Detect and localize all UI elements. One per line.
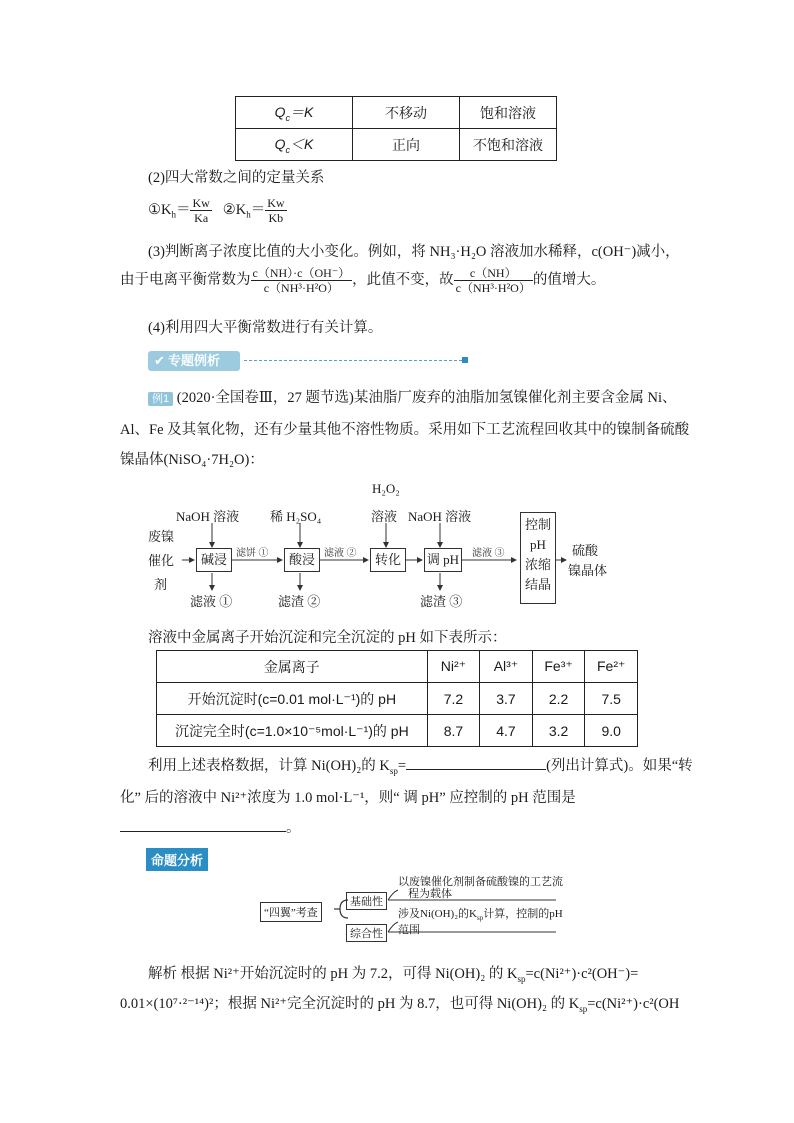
- start-material-line-2: 催化: [148, 553, 175, 568]
- box-line: 结晶: [524, 577, 551, 592]
- table-cell: 3.2: [532, 715, 585, 747]
- table-cell: 7.2: [427, 683, 480, 715]
- table-cell: 9.0: [585, 715, 638, 747]
- analysis-mind-map: [260, 876, 563, 942]
- table-row: [157, 683, 638, 715]
- line-text: 由于电离平衡常数为: [120, 271, 251, 288]
- table-cell: 不移动: [353, 97, 460, 129]
- table-cell: 8.7: [427, 715, 480, 747]
- section-3-line-1: (3)判断离子浓度比值的大小变化。例如，将 NH₃·H₂O 溶液加水稀释，c(OH⁻)减小，: [148, 244, 680, 260]
- formula-1-fraction: [190, 196, 211, 225]
- question-line-3: [120, 816, 301, 837]
- formula-2-prefix: ②K: [222, 201, 247, 218]
- waste-1: 滤液 ①: [190, 594, 233, 609]
- section-3-line-2: [120, 266, 605, 295]
- reagent-h2so4: 稀 H₂SO₄: [270, 509, 322, 524]
- line-text: (列出计算式)。如果“转: [546, 758, 693, 774]
- subscript: sp: [389, 765, 398, 776]
- table-row: [157, 715, 638, 747]
- line-text: 的值增大。: [532, 271, 606, 288]
- waste-3: 滤渣 ③: [420, 594, 463, 609]
- section-4: (4)利用四大平衡常数进行有关计算。: [148, 320, 383, 336]
- section-2-title: (2)四大常数之间的定量关系: [148, 170, 325, 186]
- subscript: sp: [579, 1003, 588, 1014]
- table-cell: 4.7: [480, 715, 533, 747]
- start-material-line-3: 剂: [154, 577, 168, 592]
- formula-1-sub: h: [171, 209, 176, 220]
- line-text: ，此值不变，故: [352, 271, 454, 288]
- fraction-den: c（NH³·H²O）: [263, 281, 339, 295]
- table-cell: 不饱和溶液: [460, 129, 557, 161]
- table-cell: 开始沉淀时(c=0.01 mol·L⁻¹)的 pH: [157, 683, 428, 715]
- waste-2: 滤渣 ②: [278, 594, 321, 609]
- line-text: (2020·全国卷Ⅲ，27 题节选)某油脂厂废弃的油脂加氢镍催化剂主要含金属 Ni、: [176, 390, 677, 406]
- equilibrium-table: [235, 96, 557, 161]
- header-cell: 金属离子: [157, 651, 428, 683]
- banner-square-icon: [462, 357, 468, 363]
- basic-text-line: 程为载体: [408, 888, 452, 900]
- line-text: 涉及Ni(OH)₂的K: [398, 908, 477, 920]
- formula-1-num: Kw: [192, 196, 210, 210]
- ionization-constant-fraction: [251, 266, 353, 295]
- table-row: [236, 97, 557, 129]
- line-text: 解析 根据 Ni²⁺开始沉淀时的 pH 为 7.2，可得 Ni(OH)₂ 的 K: [148, 966, 518, 982]
- solution-line-2: [120, 992, 679, 1014]
- formula-2-fraction: [265, 196, 286, 225]
- example-line-2: Al、Fe 及其氧化物，还有少量其他不溶性物质。采用如下工艺流程回收其中的镍制备硫酸: [120, 422, 690, 438]
- table-cell: 7.5: [585, 683, 638, 715]
- ph-table-intro: 溶液中金属离子开始沉淀和完全沉淀的 pH 如下表所示：: [148, 630, 507, 646]
- line-text: 利用上述表格数据，计算 Ni(OH)₂的 K: [148, 758, 390, 774]
- basic-text: [398, 876, 563, 900]
- example-line-3: 镍晶体(NiSO₄·7H₂O)：: [120, 452, 264, 468]
- table-cell: 饱和溶液: [460, 97, 557, 129]
- question-line-2: 化” 后的溶液中 Ni²⁺浓度为 1.0 mol·L⁻¹，则“ 调 pH” 应控制的 pH 范围是: [120, 790, 576, 806]
- question-line-1: [148, 754, 693, 776]
- mind-map-root: “四翼”考查: [260, 902, 322, 922]
- mind-map-branch-basic: 基础性: [346, 892, 387, 910]
- section-banner: [148, 350, 468, 372]
- table-row: [236, 129, 557, 161]
- line-text: =c(Ni²⁺)·c²(OH⁻)=: [525, 966, 639, 982]
- table-cell: 2.2: [532, 683, 585, 715]
- formula-2-sub: h: [246, 209, 251, 220]
- formula-2-num: Kw: [267, 196, 285, 210]
- analysis-heading: 命题分析: [146, 848, 208, 871]
- banner-label: [148, 351, 240, 371]
- line-text: =c(Ni²⁺)·c²(OH: [587, 996, 680, 1012]
- step-conversion: 转化: [370, 548, 406, 572]
- answer-blank-2[interactable]: [120, 817, 286, 832]
- line-text: =: [397, 758, 407, 774]
- ratio-fraction: [454, 266, 533, 295]
- subscript: sp: [477, 914, 484, 923]
- arrow-label-3: 滤液 ③: [472, 548, 505, 559]
- box-line: 浓缩: [524, 557, 551, 572]
- arrow-label-1: 滤饼 ①: [236, 548, 269, 559]
- banner-dashed-line: [244, 360, 462, 361]
- table-cell: 正向: [353, 129, 460, 161]
- box-line: pH: [530, 537, 546, 552]
- mind-map-branch-comprehensive: 综合性: [346, 924, 387, 942]
- step-alkali-leach: 碱浸: [196, 548, 232, 572]
- header-cell: Fe²⁺: [585, 651, 638, 683]
- formula-2-den: Kb: [268, 211, 284, 225]
- comprehensive-text-line: 范围: [398, 924, 420, 937]
- solution-line-1: [148, 962, 638, 984]
- header-cell: Al³⁺: [480, 651, 533, 683]
- basic-text-line: 以废镍催化剂制备硫酸镍的工艺流: [398, 876, 563, 888]
- banner-text: 专题例析: [168, 353, 221, 368]
- formula-1-den: Ka: [194, 211, 209, 225]
- checkmark-icon: ✔: [154, 353, 165, 368]
- reagent-naoh-2: NaOH 溶液: [408, 509, 472, 524]
- table-cell: 3.7: [480, 683, 533, 715]
- step-crystallize: [520, 512, 556, 604]
- ph-table: [156, 650, 638, 747]
- arrow-label-2: 滤液 ②: [324, 548, 357, 559]
- step-adjust-ph: 调 pH: [424, 548, 462, 572]
- condition-cell: $Q_c=K$: [236, 97, 353, 129]
- comprehensive-text: [398, 908, 563, 936]
- fraction-den: c（NH³·H²O）: [455, 281, 531, 295]
- answer-blank-1[interactable]: [406, 755, 546, 770]
- header-cell: Fe³⁺: [532, 651, 585, 683]
- condition-cell: $Q_c<K$: [236, 129, 353, 161]
- section-2-formulas: $①K_h=$ $\frac{Kw}{Ka}$ $②K_h=$ $\frac{Kw}{Kb}$: [148, 196, 285, 225]
- comprehensive-text-line: [398, 908, 563, 924]
- table-header-row: [157, 651, 638, 683]
- example-line-1: [148, 386, 676, 407]
- line-text: 0.01×(10⁷·²⁻¹⁴)²；根据 Ni²⁺完全沉淀时的 pH 为 8.7，也可得 Ni(OH)₂ 的 K: [120, 996, 580, 1012]
- line-text: 。: [286, 820, 301, 836]
- fraction-num: c（NH）: [454, 266, 533, 281]
- start-material-line-1: 废镍: [148, 529, 175, 544]
- formula-1-prefix: ①K: [148, 201, 172, 218]
- subscript: sp: [517, 973, 526, 984]
- box-line: 控制: [524, 517, 551, 532]
- step-acid-leach: 酸浸: [284, 548, 320, 572]
- product-line-1: 硫酸: [572, 543, 599, 558]
- product-line-2: 镍晶体: [568, 563, 608, 578]
- header-cell: Ni²⁺: [427, 651, 480, 683]
- process-flowchart: [140, 478, 620, 608]
- table-cell: 沉淀完全时(c=1.0×10⁻⁵mol·L⁻¹)的 pH: [157, 715, 428, 747]
- reagent-naoh-1: NaOH 溶液: [176, 509, 240, 524]
- example-tag: 例1: [148, 392, 173, 406]
- line-text: 计算，控制的pH: [483, 908, 563, 920]
- reagent-solution: 溶液: [371, 509, 398, 524]
- reagent-h2o2: H₂O₂: [372, 481, 400, 496]
- fraction-num: c（NH）·c（OH⁻）: [252, 266, 351, 280]
